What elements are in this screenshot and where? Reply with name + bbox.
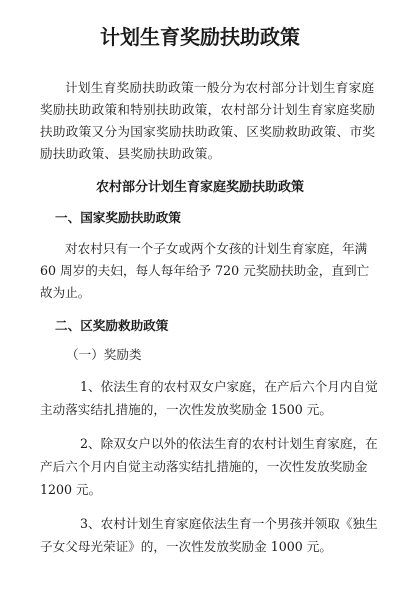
section-heading: 农村部分计划生育家庭奖励扶助政策 [95, 180, 304, 195]
national-policy-body: 对农村只有一个子女或两个女孩的计划生育家庭，年满 60 周岁的夫妇，每人每年给予 720 元奖励扶助金，直到亡故为止。 [40, 241, 370, 300]
national-policy-heading: 一、国家奖励扶助政策 [55, 210, 181, 225]
intro-paragraph: 计划生育奖励扶助政策一般分为农村部分计划生育家庭奖励扶助政策和特别扶助政策，农村部分计划生育家庭奖励扶助政策又分为国家奖励扶助政策、区奖励救助政策、市奖励扶助政策、县奖励扶助政策。 [40, 80, 376, 161]
reward-category-label: （一）奖励类 [66, 347, 142, 362]
list-item: 3、农村计划生育家庭依法生育一个男孩并领取《独生子女父母光荣证》的，一次性发放奖励金 1000 元。 [40, 516, 378, 554]
list-item: 2、除双女户以外的依法生育的农村计划生育家庭，在产后六个月内自觉主动落实结扎措施的，一次性发放奖励金 1200 元。 [40, 436, 378, 497]
document-title: 计划生育奖励扶助政策 [100, 25, 300, 50]
district-policy-heading: 二、区奖励救助政策 [55, 318, 169, 333]
list-item: 1、依法生育的农村双女户家庭，在产后六个月内自觉主动落实结扎措施的，一次性发放奖励金 1500 元。 [40, 379, 378, 417]
